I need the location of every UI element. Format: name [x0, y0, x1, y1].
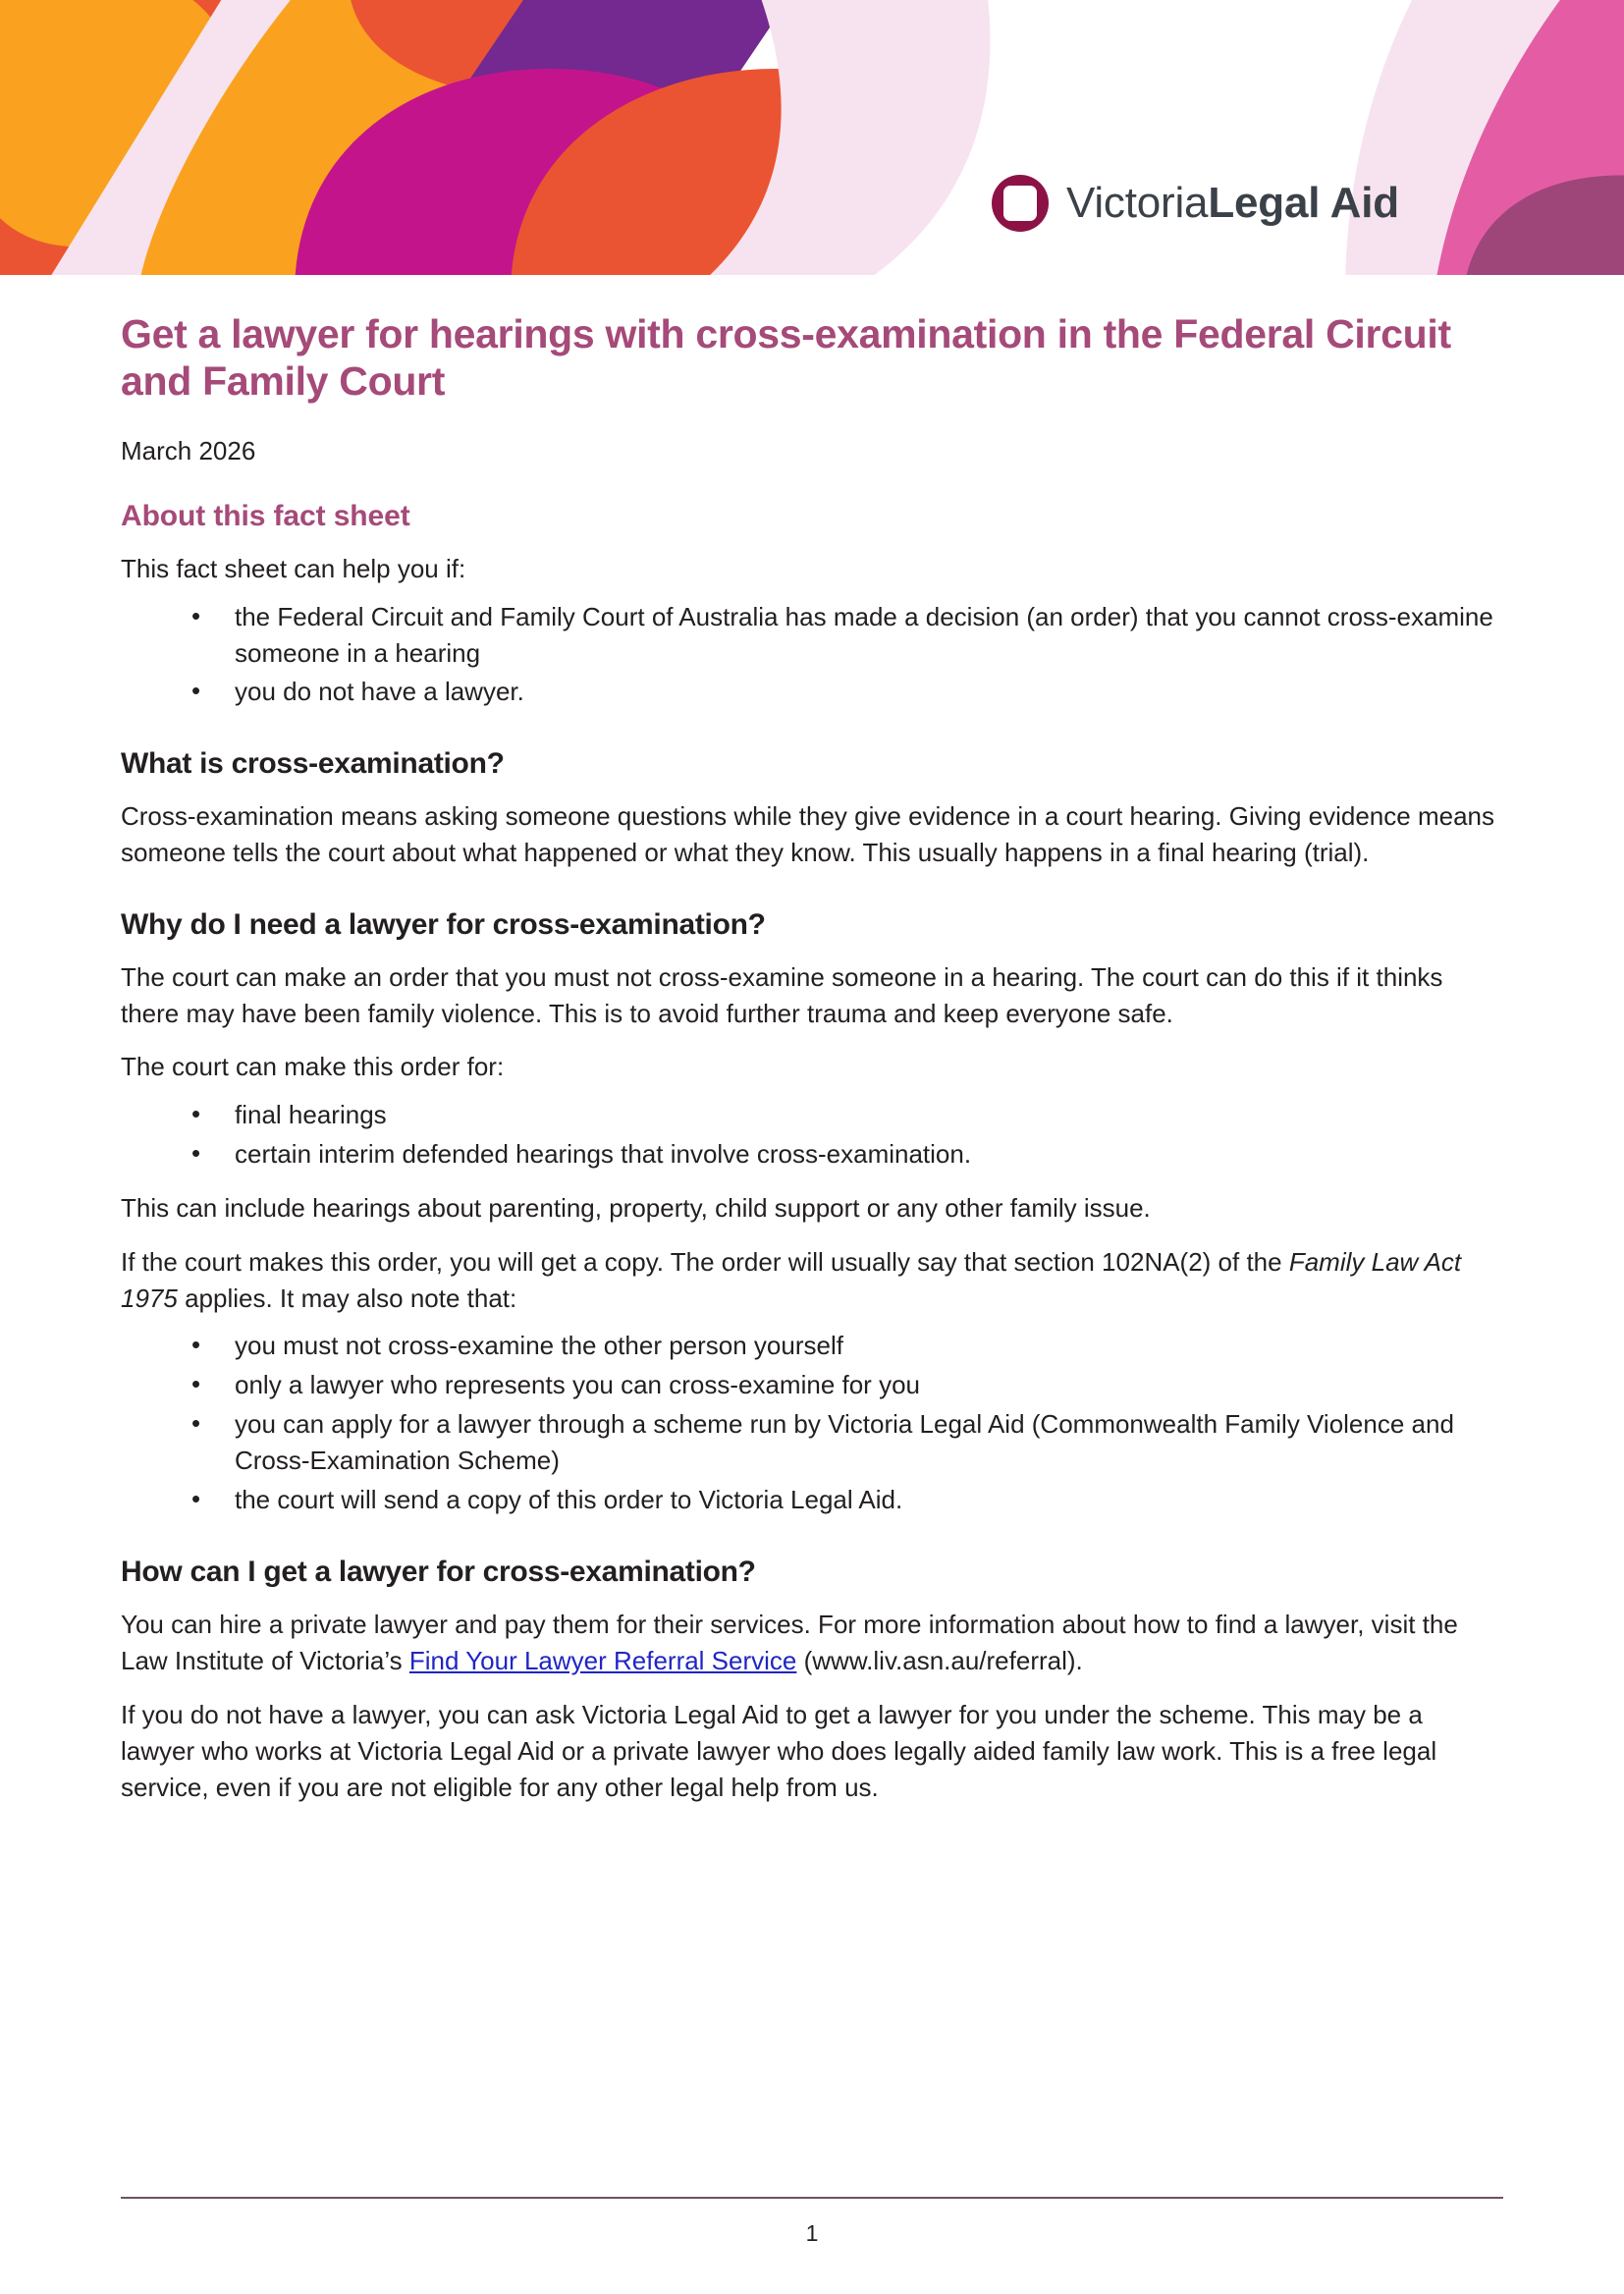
how-get-lawyer-paragraph-1 — [121, 1607, 1503, 1679]
list-item: • the court will send a copy of this order to Victoria Legal Aid. — [191, 1482, 1503, 1518]
list-item: • the Federal Circuit and Family Court of Australia has made a decision (an order) that you cannot cross-examine someone in a hearing — [191, 599, 1503, 672]
find-your-lawyer-referral-service-link[interactable]: Find Your Lawyer Referral Service — [408, 1645, 797, 1675]
victoria-legal-aid-logo — [992, 175, 1399, 232]
banner-decorative-shapes — [0, 0, 1624, 275]
why-need-lawyer-paragraph-4 — [121, 1244, 1503, 1317]
why-need-lawyer-paragraph-3: This can include hearings about parenting, property, child support or any other family issue. — [121, 1192, 1151, 1223]
section-heading-why-need-lawyer: Why do I need a lawyer for cross-examination? — [121, 908, 766, 942]
list-item: • you can apply for a lawyer through a scheme run by Victoria Legal Aid (Commonwealth Family Violence and Cross-Examination Scheme) — [191, 1406, 1503, 1479]
section-heading-how-get-lawyer: How can I get a lawyer for cross-examination? — [121, 1555, 756, 1588]
about-bullet-list — [121, 599, 1503, 711]
private-lawyer-text-before-link: You can hire a private lawyer and pay them for their services. For more information about how to find a lawyer, visit the Law Institute of Victoria’s — [121, 1609, 1458, 1675]
logo-word-victoria: Victoria — [1066, 179, 1209, 227]
order-copy-text-before-act: If the court makes this order, you will get a copy. The order will usually say that section 102NA(2) of the — [121, 1246, 1289, 1277]
how-get-lawyer-paragraph-2: If you do not have a lawyer, you can ask Victoria Legal Aid to get a lawyer for you under the scheme. This may be a lawyer who works at Victoria Legal Aid or a private lawyer who does legally aided family law work. This is a free legal service, even if you are not eligible for any other legal help from us. — [121, 1699, 1437, 1802]
publication-date: March 2026 — [121, 435, 256, 465]
what-is-cross-examination-paragraph: Cross-examination means asking someone questions while they give evidence in a court hearing. Giving evidence means someone tells the court about what happened or what they know. This usually happens in a final hearing (trial). — [121, 801, 1494, 868]
family-law-act-citation: Family Law Act 1975 — [121, 1246, 1462, 1313]
page-title: Get a lawyer for hearings with cross-examination in the Federal Circuit and Family Court — [121, 311, 1451, 405]
page-footer — [0, 2197, 1624, 2294]
list-item: • you must not cross-examine the other person yourself — [191, 1328, 1503, 1364]
footer-divider — [121, 2197, 1503, 2199]
header-banner — [0, 0, 1624, 275]
private-lawyer-text-after-link: (www.liv.asn.au/referral). — [796, 1645, 1083, 1675]
list-item: • you do not have a lawyer. — [191, 674, 1503, 710]
section-heading-about: About this fact sheet — [121, 499, 410, 532]
list-item: • certain interim defended hearings that involve cross-examination. — [191, 1136, 1503, 1173]
logo-word-legal-aid: Legal Aid — [1208, 179, 1399, 227]
list-item: • final hearings — [191, 1097, 1503, 1133]
why-need-lawyer-paragraph-2: The court can make this order for: — [121, 1052, 505, 1081]
page-number: 1 — [805, 2220, 819, 2246]
section-heading-what-is-cross-examination: What is cross-examination? — [121, 747, 505, 781]
logo-wordmark — [1066, 179, 1399, 227]
document-body — [0, 310, 1624, 1806]
list-item: • only a lawyer who represents you can cross-examine for you — [191, 1367, 1503, 1403]
order-applies-to-bullet-list — [121, 1097, 1503, 1173]
vla-roundel-icon — [992, 175, 1049, 232]
about-intro-text: This fact sheet can help you if: — [121, 553, 466, 583]
order-notes-bullet-list — [121, 1328, 1503, 1518]
order-copy-text-after-act: applies. It may also note that: — [177, 1283, 517, 1313]
why-need-lawyer-paragraph-1: The court can make an order that you must not cross-examine someone in a hearing. The court can do this if it thinks there may have been family violence. This is to avoid further trauma and keep everyone safe. — [121, 962, 1443, 1029]
